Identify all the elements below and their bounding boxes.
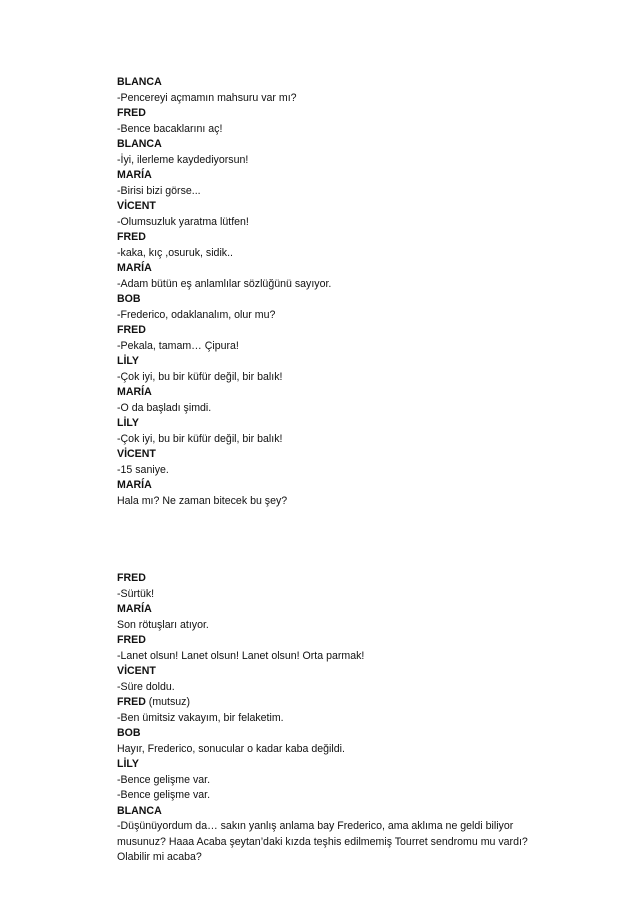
dialogue-line: -kaka, kıç ,osuruk, sidik..	[117, 246, 233, 259]
dialogue-block-1	[117, 75, 537, 509]
dialogue-line: -Adam bütün eş anlamlılar sözlüğünü sayıyor.	[117, 277, 332, 290]
dialogue-line: -Sürtük!	[117, 587, 155, 600]
speaker-name: FRED	[117, 696, 146, 708]
speaker-name: MARÍA	[117, 169, 152, 181]
speaker-name: MARÍA	[117, 262, 152, 274]
dialogue-line: -Birisi bizi görse...	[117, 184, 201, 197]
dialogue-line: -Çok iyi, bu bir küfür değil, bir balık!	[117, 432, 283, 445]
speaker-name: FRED	[117, 324, 146, 336]
speaker-name: FRED	[117, 572, 146, 584]
dialogue-line: -15 saniye.	[117, 463, 169, 476]
speaker-name: BOB	[117, 727, 141, 739]
speaker-name: VİCENT	[117, 200, 156, 212]
speaker-name: BLANCA	[117, 76, 162, 88]
speaker-name: FRED	[117, 107, 146, 119]
script-page	[117, 75, 537, 866]
dialogue-line: Hayır, Frederico, sonucular o kadar kaba değildi.	[117, 742, 345, 755]
speaker-name: BLANCA	[117, 138, 162, 150]
dialogue-line: -Çok iyi, bu bir küfür değil, bir balık!	[117, 370, 283, 383]
dialogue-line: -Pencereyi açmamın mahsuru var mı?	[117, 91, 297, 104]
dialogue-line: -Ben ümitsiz vakayım, bir felaketim.	[117, 711, 284, 724]
speaker-name: LİLY	[117, 758, 139, 770]
speaker-name: LİLY	[117, 355, 139, 367]
dialogue-line: -Bence bacaklarını aç!	[117, 122, 223, 135]
dialogue-line: -Lanet olsun! Lanet olsun! Lanet olsun! Orta parmak!	[117, 649, 365, 662]
speaker-with-direction	[117, 695, 537, 711]
speaker-name: LİLY	[117, 417, 139, 429]
dialogue-line: -O da başladı şimdi.	[117, 401, 212, 414]
stage-direction: (mutsuz)	[148, 696, 190, 708]
speaker-name: MARÍA	[117, 386, 152, 398]
dialogue-line: -Pekala, tamam… Çipura!	[117, 339, 239, 352]
speaker-name: VİCENT	[117, 448, 156, 460]
dialogue-line: -Bence gelişme var.	[117, 789, 211, 801]
dialogue-line: -Olumsuzluk yaratma lütfen!	[117, 215, 249, 228]
speaker-name: VİCENT	[117, 665, 156, 677]
dialogue-line: Hala mı? Ne zaman bitecek bu şey?	[117, 494, 288, 507]
dialogue-line: -Süre doldu.	[117, 680, 175, 693]
speaker-name: FRED	[117, 231, 146, 243]
speaker-name: FRED	[117, 634, 146, 646]
dialogue-line: -İyi, ilerleme kaydediyorsun!	[117, 153, 249, 166]
speaker-name: MARÍA	[117, 603, 152, 615]
dialogue-line: -Bence gelişme var.	[117, 773, 211, 786]
speaker-name: BLANCA	[117, 804, 162, 817]
dialogue-paragraph: -Düşünüyordum da… sakın yanlış anlama bay Frederico, ama aklıma ne geldi biliyor musunuz? Haaa Acaba şeytan’daki kızda teşhis edilmemiş Tourret sendromu mu vardı? Olabilir mi acaba?	[117, 820, 528, 863]
dialogue-line: -Frederico, odaklanalım, olur mu?	[117, 308, 276, 321]
speaker-name: MARÍA	[117, 479, 152, 491]
dialogue-line: Son rötuşları atıyor.	[117, 618, 209, 631]
dialogue-block-2	[117, 571, 537, 866]
speaker-name: BOB	[117, 293, 141, 305]
section-gap	[117, 509, 537, 571]
